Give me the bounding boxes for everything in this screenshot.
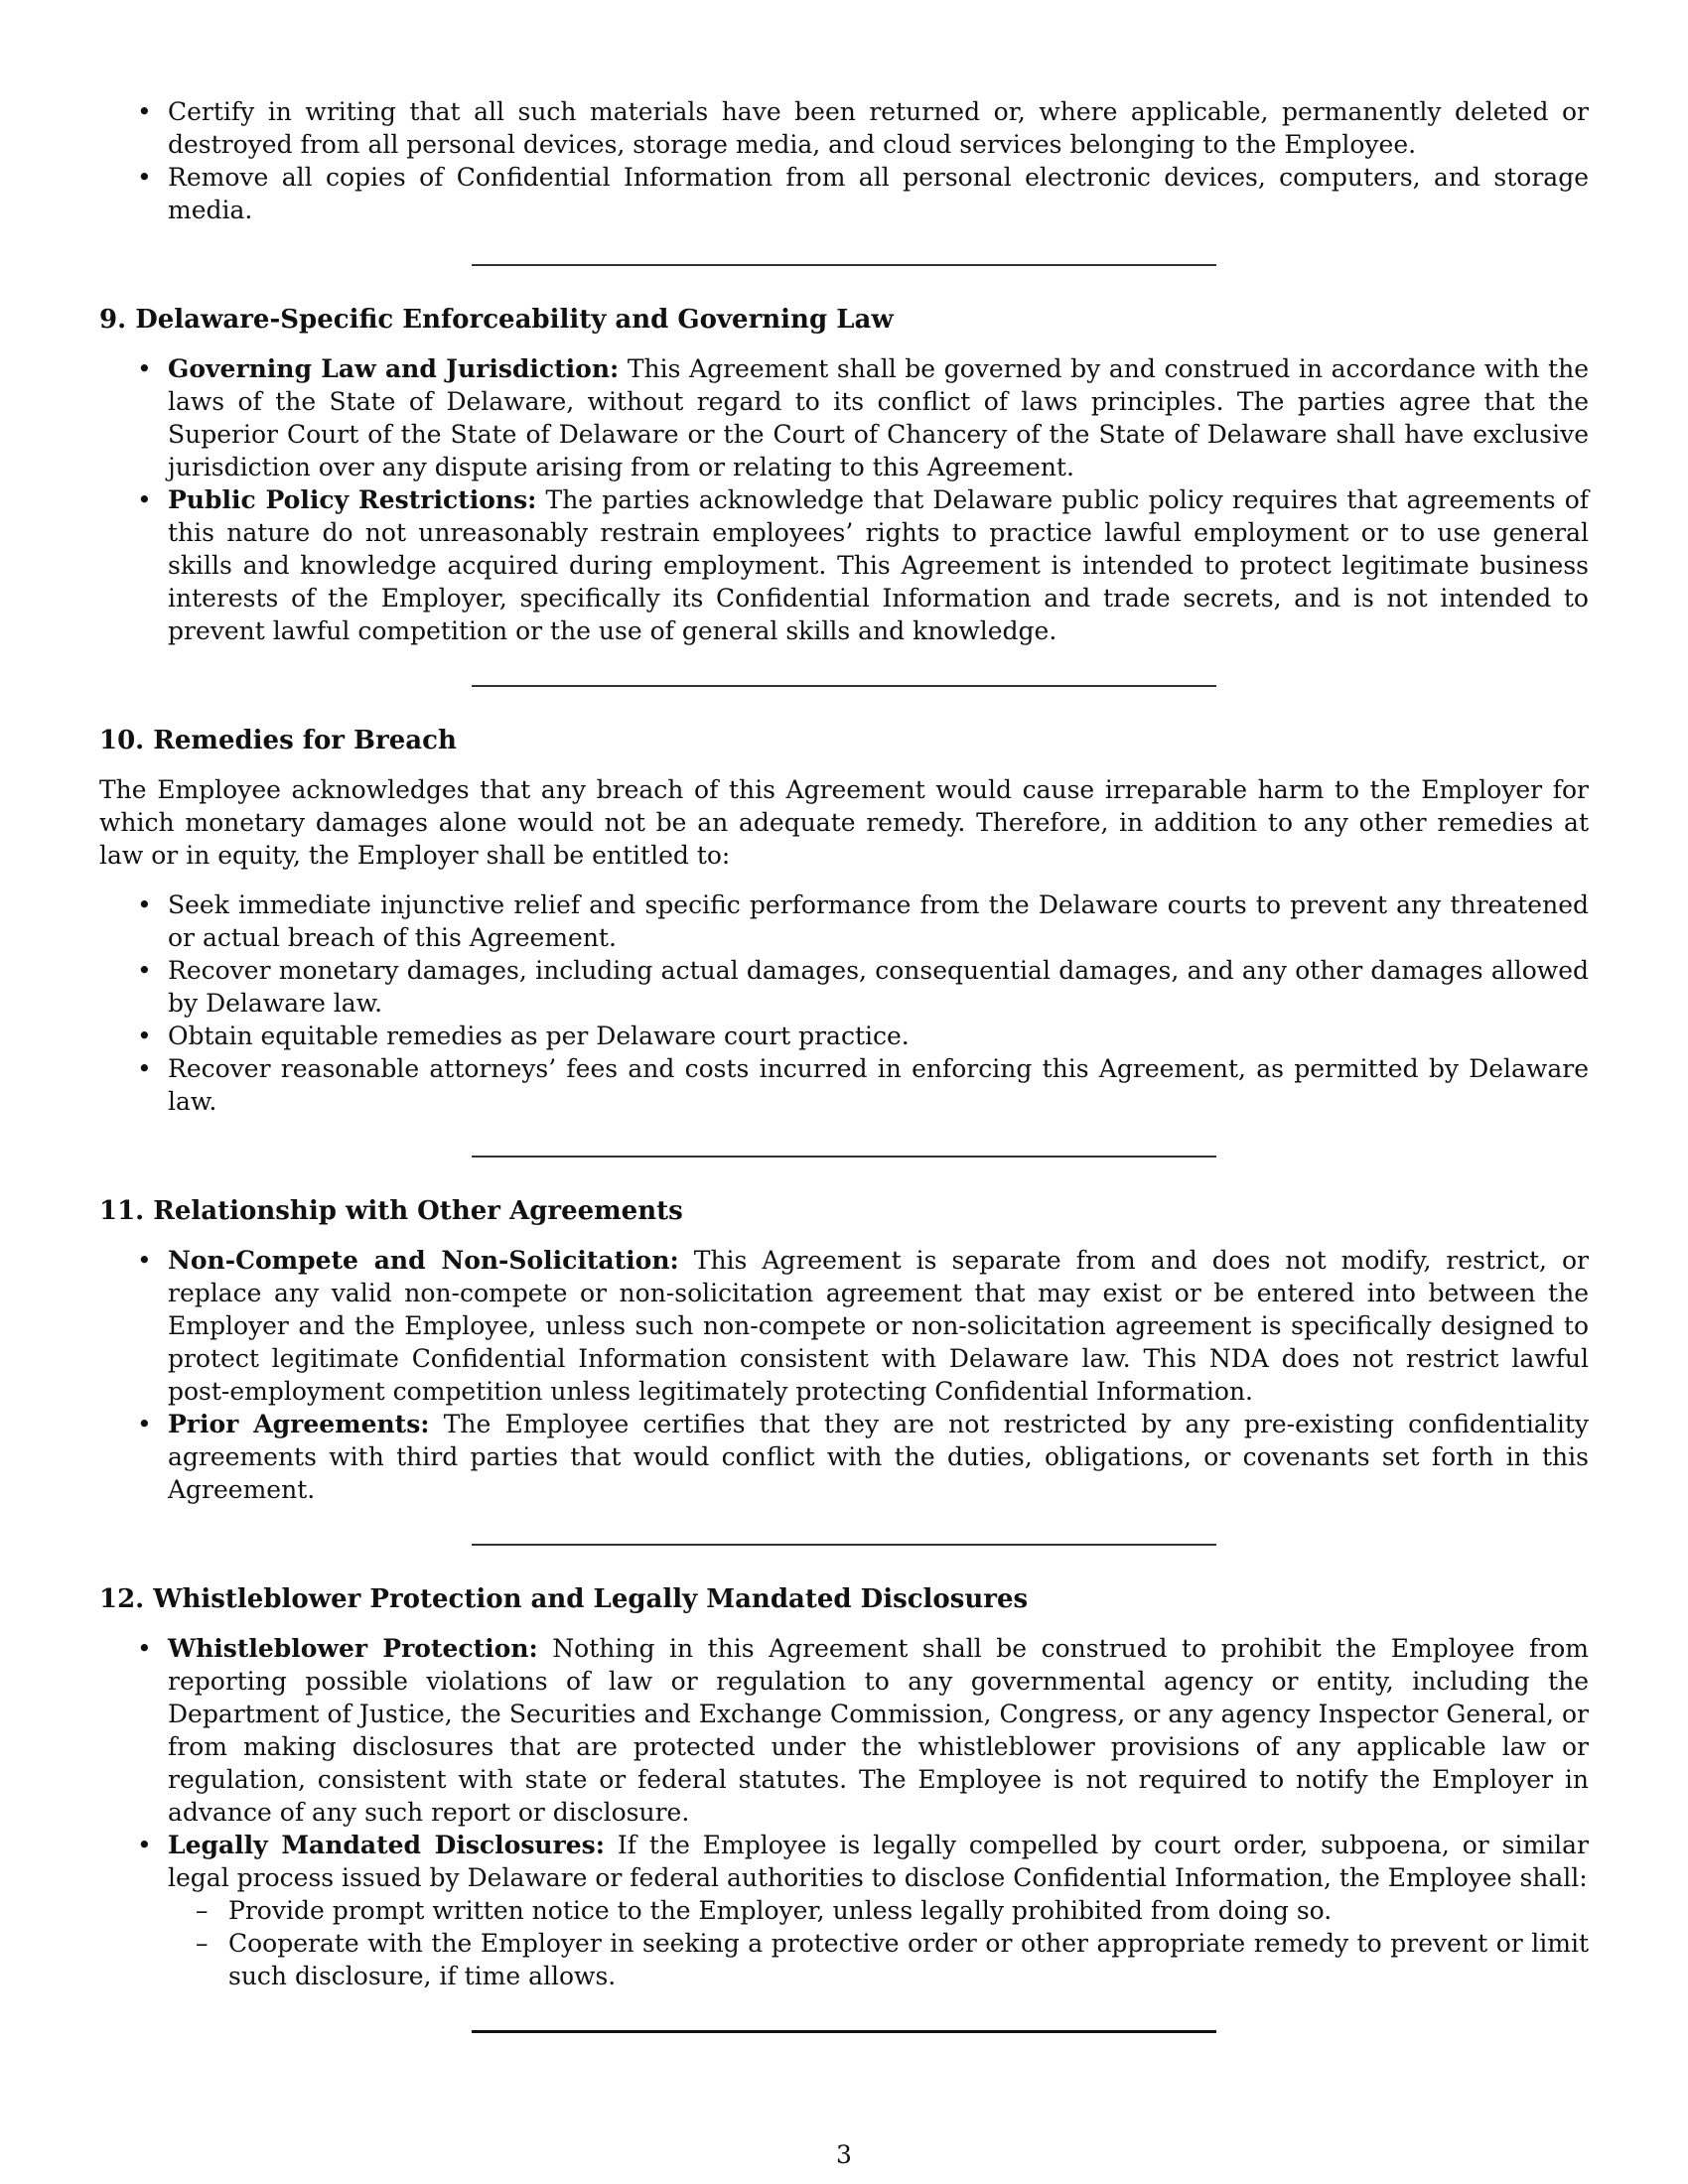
- section-10-intro: The Employee acknowledges that any breach of this Agreement would cause irreparable harm to the Employer for which monetary damages alone would not be an adequate remedy. Therefore, in addition to any other remedies at law or in equity, the Employer shall be entitled to:: [99, 775, 1589, 870]
- list-item: • Remove all copies of Confidential Information from all personal electronic devices, computers, and storage media.: [99, 161, 1589, 226]
- list-item-mandated-disclosures: [99, 1829, 1589, 1992]
- list-item-governing-law: [99, 352, 1589, 483]
- list-item: • Recover reasonable attorneys’ fees and costs incurred in enforcing this Agreement, as permitted by Delaware law.: [99, 1052, 1589, 1118]
- document-page: [99, 95, 1589, 2033]
- section-divider: [472, 1156, 1216, 1158]
- top-list: [99, 95, 1589, 226]
- sub-list-item: – Provide prompt written notice to the Employer, unless legally prohibited from doing so.: [168, 1894, 1589, 1927]
- item-text: The parties acknowledge that Delaware public policy requires that agreements of this nature do not unreasonably restrain employees’ rights to practice lawful employment or to use general skills and knowledge acquired during employment. This Agreement is intended to protect legitimate business interests of the Employer, specifically its Confidential Information and trade secrets, and is not intended to prevent lawful competition or the use of general skills and knowledge.: [168, 485, 1589, 645]
- page-number: 3: [836, 2140, 852, 2169]
- section-12-heading: 12. Whistleblower Protection and Legally Mandated Disclosures: [99, 1584, 1029, 1614]
- item-text: If the Employee is legally compelled by court order, subpoena, or similar legal process issued by Delaware or federal authorities to disclose Confidential Information, the Employee shall:: [168, 1831, 1590, 1892]
- list-item: • Obtain equitable remedies as per Delaware court practice.: [99, 1020, 1589, 1052]
- section-divider: [472, 2030, 1216, 2033]
- list-item: • Certify in writing that all such materials have been returned or, where applicable, permanently deleted or destroyed from all personal devices, storage media, and cloud services belonging to the Employee.: [99, 95, 1589, 161]
- item-label: Whistleblower Protection:: [168, 1634, 538, 1663]
- item-label: Governing Law and Jurisdiction:: [168, 354, 620, 383]
- item-label: Non-Compete and Non-Solicitation:: [168, 1246, 679, 1275]
- list-item-whistleblower: [99, 1632, 1589, 1829]
- section-10-list: [99, 888, 1589, 1118]
- item-label: Legally Mandated Disclosures:: [168, 1831, 605, 1859]
- section-11-heading: 11. Relationship with Other Agreements: [99, 1196, 683, 1226]
- section-divider: [472, 1544, 1216, 1546]
- list-item-public-policy: [99, 483, 1589, 647]
- item-text: The Employee certifies that they are not restricted by any pre-existing confidentiality agreements with third parties that would conflict with the duties, obligations, or covenants set forth in this Agreement.: [168, 1410, 1589, 1504]
- item-label: Public Policy Restrictions:: [168, 485, 537, 514]
- list-item: • Recover monetary damages, including actual damages, consequential damages, and any other damages allowed by Delaware law.: [99, 954, 1589, 1020]
- item-text: This Agreement is separate from and does not modify, restrict, or replace any valid non-compete or non-solicitation agreement that may exist or be entered into between the Employer and the Employee, unless such non-compete or non-solicitation agreement is specifically designed to protect legitimate Confidential Information consistent with Delaware law. This NDA does not restrict lawful post-employment competition unless legitimately protecting Confidential Information.: [168, 1246, 1589, 1406]
- section-divider: [472, 264, 1216, 266]
- item-text: This Agreement shall be governed by and construed in accordance with the laws of the State of Delaware, without regard to its conflict of laws principles. The parties agree that the Superior Court of the State of Delaware or the Court of Chancery of the State of Delaware shall have exclusive jurisdiction over any dispute arising from or relating to this Agreement.: [168, 354, 1589, 481]
- list-item: • Seek immediate injunctive relief and specific performance from the Delaware courts to prevent any threatened or actual breach of this Agreement.: [99, 888, 1589, 954]
- section-9-heading: 9. Delaware-Specific Enforceability and Governing Law: [99, 305, 894, 335]
- section-10-heading: 10. Remedies for Breach: [99, 726, 457, 755]
- section-11-list: [99, 1244, 1589, 1506]
- disclosure-sublist: [168, 1894, 1589, 1992]
- section-divider: [472, 685, 1216, 687]
- list-item-non-compete: [99, 1244, 1589, 1408]
- list-item-prior-agreements: [99, 1408, 1589, 1506]
- section-12-list: [99, 1632, 1589, 1992]
- item-text: Nothing in this Agreement shall be construed to prohibit the Employee from reporting possible violations of law or regulation to any governmental agency or entity, including the Department of Justice, the Securities and Exchange Commission, Congress, or any agency Inspector General, or from making disclosures that are protected under the whistleblower provisions of any applicable law or regulation, consistent with state or federal statutes. The Employee is not required to notify the Employer in advance of any such report or disclosure.: [168, 1634, 1589, 1827]
- section-9-list: [99, 352, 1589, 647]
- sub-list-item: – Cooperate with the Employer in seeking a protective order or other appropriate remedy to prevent or limit such disclosure, if time allows.: [168, 1927, 1589, 1992]
- item-label: Prior Agreements:: [168, 1410, 430, 1438]
